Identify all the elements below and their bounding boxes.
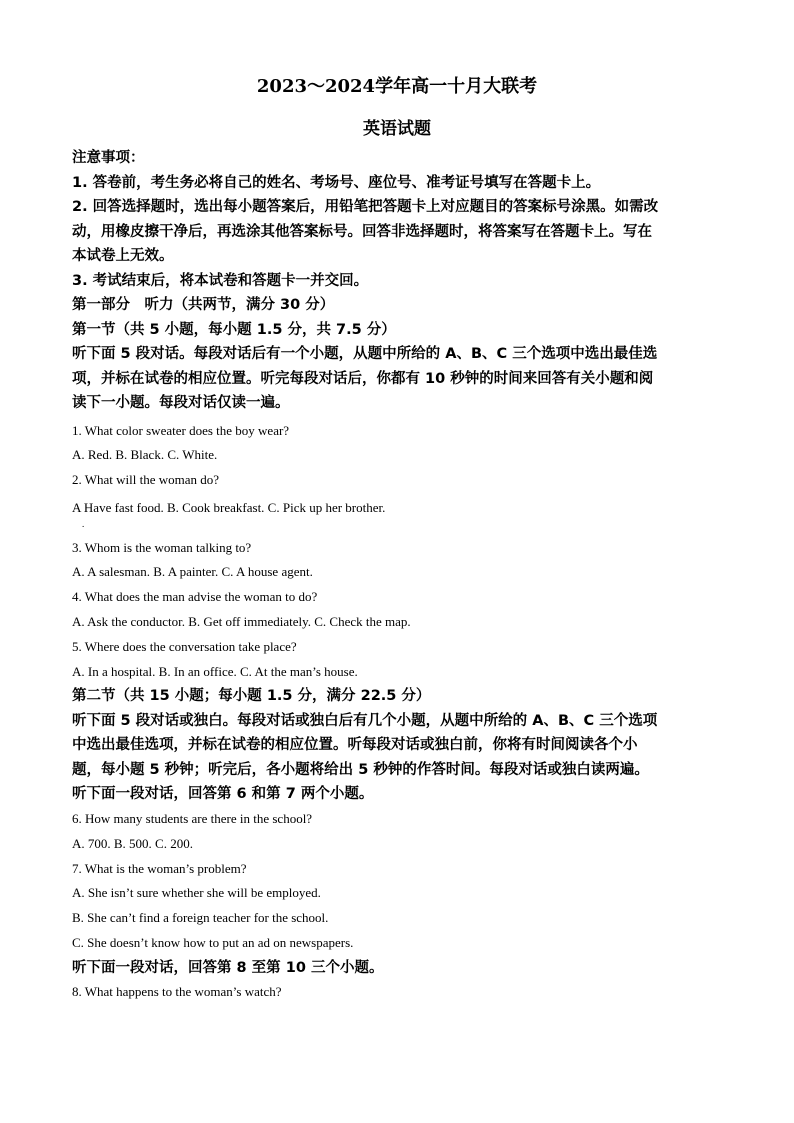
note-2-line-1: 2. 回答选择题时，选出每小题答案后，用铅笔把答题卡上对应题目的答案标号涂黑。如需改: [72, 199, 659, 215]
question-7-option-c: C. She doesn’t know how to put an ad on newspapers.: [72, 934, 354, 950]
question-2: 2. What will the woman do?: [72, 472, 220, 488]
question-4-options: A. Ask the conductor. B. Get off immediately. C. Check the map.: [72, 614, 411, 630]
question-6: 6. How many students are there in the school?: [72, 810, 313, 826]
section1-instruction-line-2: 项，并标在试卷的相应位置。听完每段对话后，你都有 10 秒钟的时间来回答有关小题和阅: [72, 370, 654, 387]
dialog-6-instruction: 听下面一段对话，回答第 6 和第 7 两个小题。: [72, 786, 374, 803]
section2-instruction-line-3: 题，每小题 5 秒钟；听完后，各小题将给出 5 秒钟的作答时间。每段对话或独白读两遍。: [72, 761, 649, 778]
question-5-options: A. In a hospital. B. In an office. C. At the man’s house.: [72, 663, 358, 679]
question-6-options: A. 700. B. 500. C. 200.: [72, 835, 193, 851]
exam-subtitle: 英语试题: [363, 119, 431, 139]
dialog-8-instruction: 听下面一段对话，回答第 8 至第 10 三个小题。: [72, 959, 384, 976]
question-1-options: A. Red. B. Black. C. White.: [72, 447, 218, 463]
section2-instruction-line-2: 中选出最佳选项，并标在试卷的相应位置。听每段对话或独白前，你将有时间阅读各个小: [72, 737, 638, 754]
stray-mark: .: [82, 518, 85, 529]
section2-heading: 第二节（共 15 小题；每小题 1.5 分，满分 22.5 分）: [72, 688, 431, 705]
question-1: 1. What color sweater does the boy wear?: [72, 422, 290, 438]
exam-page: [72, 64, 722, 1005]
section1-instruction-line-3: 读下一小题。每段对话仅读一遍。: [72, 395, 290, 411]
section1-heading: 第一节（共 5 小题，每小题 1.5 分，共 7.5 分）: [72, 321, 396, 338]
section2-instruction-line-1: 听下面 5 段对话或独白。每段对话或独白后有几个小题，从题中所给的 A、B、C 三个选项: [72, 712, 658, 729]
notes-heading: 注意事项：: [72, 150, 145, 166]
question-2-options: A Have fast food. B. Cook breakfast. C. Pick up her brother.: [72, 499, 386, 515]
question-3-options: A. A salesman. B. A painter. C. A house agent.: [72, 564, 313, 580]
question-7-option-a: A. She isn’t sure whether she will be employed.: [72, 885, 321, 901]
question-3: 3. Whom is the woman talking to?: [72, 539, 252, 555]
note-2-line-2: 动，用橡皮擦干净后，再选涂其他答案标号。回答非选择题时，将答案写在答题卡上。写在: [72, 223, 652, 240]
question-4: 4. What does the man advise the woman to do?: [72, 589, 318, 605]
question-7: 7. What is the woman’s problem?: [72, 860, 247, 876]
note-3: 3. 考试结束后，将本试卷和答题卡一并交回。: [72, 272, 369, 289]
question-5: 5. Where does the conversation take place?: [72, 638, 297, 654]
exam-title: 2023～2024学年高一十月大联考: [256, 76, 538, 97]
section1-instruction-line-1: 听下面 5 段对话。每段对话后有一个小题，从题中所给的 A、B、C 三个选项中选出最佳选: [72, 346, 658, 362]
part1-heading: 第一部分 听力（共两节，满分 30 分）: [72, 297, 335, 313]
note-2-line-3: 本试卷上无效。: [72, 248, 174, 264]
question-8: 8. What happens to the woman’s watch?: [72, 984, 282, 1000]
question-7-option-b: B. She can’t find a foreign teacher for the school.: [72, 910, 329, 926]
note-1: 1. 答卷前，考生务必将自己的姓名、考场号、座位号、准考证号填写在答题卡上。: [72, 174, 601, 191]
